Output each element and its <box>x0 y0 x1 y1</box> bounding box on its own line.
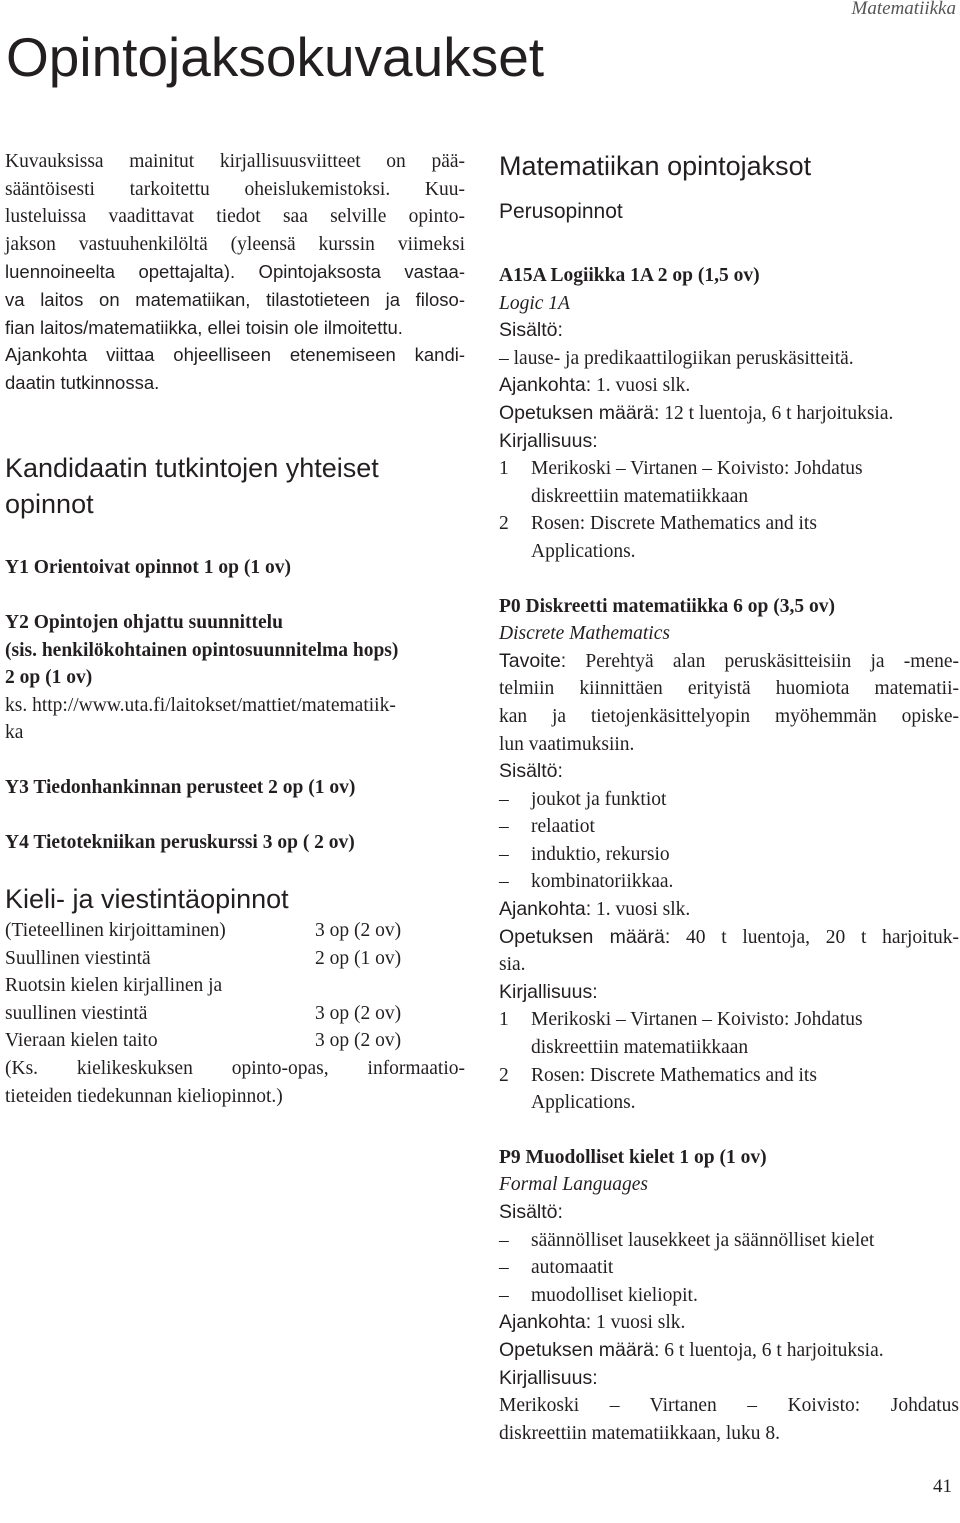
section-heading: Kandidaatin tutkintojen yhteiset <box>5 453 379 484</box>
timing-label: Ajankohta: <box>499 1311 592 1334</box>
language-course: Ruotsin kielen kirjallinen ja <box>5 975 223 997</box>
goal-text: Perehtyä alan peruskäsitteisiin ja -mene- <box>566 650 959 672</box>
literature-item-cont <box>499 538 959 566</box>
literature-number: 1 <box>499 458 509 480</box>
literature-text: Rosen: Discrete Mathematics and its <box>531 1064 817 1086</box>
language-row <box>5 1027 465 1055</box>
literature-label: Kirjallisuus: <box>499 429 598 452</box>
course-y1: Y1 Orientoivat opinnot 1 op (1 ov) <box>5 557 292 579</box>
language-note-cont: tieteiden tiedekunnan kieliopinnot.) <box>5 1085 283 1107</box>
literature-text: diskreettiin matematiikkaan, luku 8. <box>499 1422 781 1444</box>
literature-text: diskreettiin matematiikkaan <box>531 485 749 507</box>
amount-value: 6 t luentoja, 6 t harjoituksia. <box>659 1339 884 1361</box>
amount-label: Opetuksen määrä: <box>499 401 660 424</box>
literature-number: 2 <box>499 1064 509 1086</box>
content-label: Sisältö: <box>499 760 563 783</box>
timing-value: 1 vuosi slk. <box>591 1312 686 1334</box>
page-number: 41 <box>933 1476 952 1497</box>
section-heading-languages: Kieli- ja viestintäopinnot <box>5 884 289 915</box>
course-title: P0 Diskreetti matematiikka 6 op (3,5 ov) <box>499 595 835 617</box>
goal-label: Tavoite: <box>499 649 567 672</box>
goal-text: telmiin kiinnittäen erityistä huomiota matematii- <box>499 678 959 700</box>
literature-text: Applications. <box>531 1092 636 1114</box>
amount-value: 12 t luentoja, 6 t harjoituksia. <box>659 402 894 424</box>
intro-line: sääntöisesti tarkoitettu oheislukemistoksi. Kuu- <box>5 178 465 200</box>
content-item: – joukot ja funktiot <box>499 788 667 810</box>
intro-line: Ajankohta viittaa ohjeelliseen etenemiseen kandi- <box>5 344 465 366</box>
left-column <box>5 148 465 1110</box>
language-credits: 3 op (2 ov) <box>315 1002 402 1024</box>
subheading-basic-studies: Perusopinnot <box>499 200 623 223</box>
literature-number: 2 <box>499 513 509 535</box>
content-item: – säännölliset lausekkeet ja säännölliset kielet <box>499 1229 875 1251</box>
literature-item <box>499 455 959 483</box>
language-course: (Tieteellinen kirjoittaminen) <box>5 920 226 942</box>
amount-label: Opetuksen määrä: <box>499 925 671 948</box>
timing-label: Ajankohta: <box>499 898 592 921</box>
literature-item <box>499 1062 959 1090</box>
amount-label: Opetuksen määrä: <box>499 1338 660 1361</box>
literature-item-cont <box>499 483 959 511</box>
course-y2-credits: 2 op (1 ov) <box>5 667 93 689</box>
course-a15a <box>499 262 959 566</box>
language-credits: 3 op (2 ov) <box>315 920 402 942</box>
literature-item <box>499 1006 959 1034</box>
language-credits: 3 op (2 ov) <box>315 1030 402 1052</box>
language-course: Vieraan kielen taito <box>5 1030 158 1052</box>
literature-label: Kirjallisuus: <box>499 980 598 1003</box>
language-table <box>5 917 465 1055</box>
language-row <box>5 917 465 945</box>
timing-label: Ajankohta: <box>499 374 592 397</box>
literature-text: Merikoski – Virtanen – Koivisto: Johdatus <box>531 1009 863 1031</box>
content-label: Sisältö: <box>499 319 563 342</box>
course-english-name: Logic 1A <box>499 292 570 314</box>
content-item: – relaatiot <box>499 816 595 838</box>
literature-label: Kirjallisuus: <box>499 1366 598 1389</box>
intro-paragraph <box>5 148 465 396</box>
course-english-name: Formal Languages <box>499 1174 648 1196</box>
amount-value: 40 t luentoja, 20 t harjoituk- <box>670 926 959 948</box>
content-item: – automaatit <box>499 1257 614 1279</box>
timing-value: 1. vuosi slk. <box>591 899 691 921</box>
language-credits <box>315 972 425 1000</box>
right-column <box>499 148 959 1447</box>
literature-item-cont <box>499 1089 959 1117</box>
course-p9 <box>499 1144 959 1448</box>
content-item: – induktio, rekursio <box>499 843 670 865</box>
intro-line: luennoineelta opettajalta). Opintojaksosta vastaa- <box>5 261 465 283</box>
language-row <box>5 945 465 973</box>
running-header: Matematiikka <box>851 0 956 19</box>
language-row <box>5 972 465 1000</box>
content-item: – kombinatoriikkaa. <box>499 871 674 893</box>
page-title: Opintojaksokuvaukset <box>6 26 545 88</box>
timing-value: 1. vuosi slk. <box>591 375 691 397</box>
literature-text: Merikoski – Virtanen – Koivisto: Johdatus <box>531 458 863 480</box>
literature-number: 1 <box>499 1009 509 1031</box>
goal-text: lun vaatimuksiin. <box>499 733 635 755</box>
language-note: (Ks. kielikeskuksen opinto-opas, informaatio- <box>5 1058 465 1080</box>
course-y2-link[interactable]: ks. http://www.uta.fi/laitokset/mattiet/matematiik- <box>5 694 396 716</box>
course-p0 <box>499 593 959 1117</box>
course-y2-title: Y2 Opintojen ohjattu suunnittelu <box>5 611 283 633</box>
amount-value-cont: sia. <box>499 954 526 976</box>
content-item: – lause- ja predikaattilogiikan peruskäsitteitä. <box>499 347 854 369</box>
course-y2-subtitle: (sis. henkilökohtainen opintosuunnitelma hops) <box>5 639 399 661</box>
content-item: – muodolliset kieliopit. <box>499 1284 698 1306</box>
intro-line: va laitos on matematiikan, tilastotieteen ja filoso- <box>5 288 465 310</box>
language-row <box>5 1000 465 1028</box>
course-y4: Y4 Tietotekniikan peruskurssi 3 op ( 2 ov) <box>5 831 355 853</box>
course-title: A15A Logiikka 1A 2 op (1,5 ov) <box>499 265 760 286</box>
course-y3: Y3 Tiedonhankinnan perusteet 2 op (1 ov) <box>5 776 356 798</box>
language-course: suullinen viestintä <box>5 1002 148 1024</box>
course-title: P9 Muodolliset kielet 1 op (1 ov) <box>499 1146 767 1168</box>
intro-line: Kuvauksissa mainitut kirjallisuusviitteet on pää- <box>5 151 465 172</box>
literature-text: Merikoski – Virtanen – Koivisto: Johdatus <box>499 1395 959 1417</box>
intro-line: fian laitos/matematiikka, ellei toisin ole ilmoitettu. <box>5 316 403 338</box>
literature-item-cont <box>499 1034 959 1062</box>
goal-text: kan ja tietojenkäsittelyopin myöhemmän opiske- <box>499 705 959 727</box>
literature-text: Applications. <box>531 540 636 562</box>
literature-item <box>499 510 959 538</box>
literature-text: diskreettiin matematiikkaan <box>531 1037 749 1059</box>
intro-line: daatin tutkinnossa. <box>5 371 160 393</box>
intro-line: jakson vastuuhenkilöltä (yleensä kurssin viimeksi <box>5 233 465 255</box>
intro-line: lusteluissa vaadittavat tiedot saa selville opinto- <box>5 206 465 228</box>
literature-text: Rosen: Discrete Mathematics and its <box>531 513 817 535</box>
language-course: Suullinen viestintä <box>5 947 151 969</box>
math-heading: Matematiikan opintojaksot <box>499 151 812 181</box>
course-english-name: Discrete Mathematics <box>499 623 670 645</box>
language-credits: 2 op (1 ov) <box>315 947 402 969</box>
section-heading: opinnot <box>5 489 94 520</box>
content-label: Sisältö: <box>499 1201 563 1223</box>
course-y2-link-cont[interactable]: ka <box>5 722 24 744</box>
